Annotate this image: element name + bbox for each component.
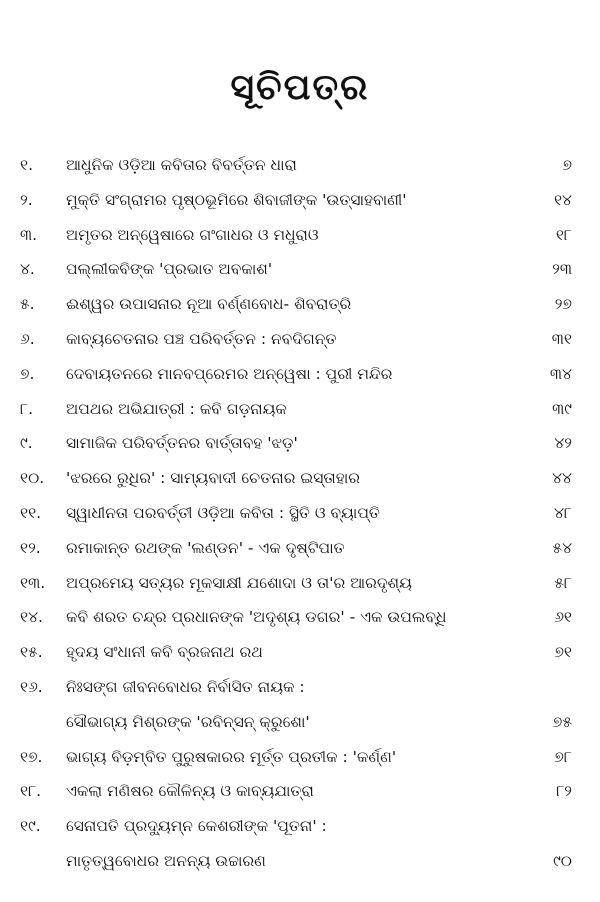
toc-entry-title: ରମାକାନ୍ତ ରଥଙ୍କ 'ଲଣ୍ଡନ' - ଏକ ଦୃଷ୍ଟିପାତ <box>66 538 345 557</box>
toc-entry-number: ୧୦. <box>20 469 45 488</box>
toc-entry-title: ଆଧୁନିକ ଓଡ଼ିଆ କବିତାର ବିବର୍ତ୍ତନ ଧାରା <box>66 156 297 174</box>
toc-entry-line <box>0 218 600 253</box>
toc-entry-number: ୧୫. <box>20 643 43 662</box>
toc-entry <box>0 252 600 287</box>
toc-entry <box>0 183 600 218</box>
toc-entry-page-number: ୫୪ <box>552 538 572 557</box>
toc-entry-line <box>0 531 600 566</box>
toc-entry-page-number: ୧୪ <box>553 190 572 209</box>
toc-entry-line <box>0 287 600 322</box>
toc-entry-number: ୧୭. <box>20 747 43 766</box>
toc-entry <box>0 670 600 740</box>
toc-entry-page-number: ୪୮ <box>553 503 572 522</box>
toc-entry-title: ଅମୃତର ଅନ୍ୱେଷାରେ ଗଂଗାଧର ଓ ମଧୁରାଓ <box>66 225 319 244</box>
toc-entry <box>0 148 600 183</box>
toc-entry-page-number: ୪୨ <box>554 434 572 453</box>
toc-entry <box>0 357 600 392</box>
toc-entry-title: ସେନାପତି ପ୍ରଦ୍ୟୁମ୍ନ କେଶରୀଙ୍କ 'ପୂତନା' : <box>66 817 327 836</box>
toc-entry-number: ୪. <box>20 260 35 279</box>
toc-entry-line <box>0 322 600 357</box>
toc-entry-title: ହୃଦୟ ସଂଧାନୀ କବି ବ୍ରଜନାଥ ରଥ <box>66 643 263 662</box>
toc-entry-line <box>0 392 600 427</box>
toc-entry-number: ୮. <box>20 399 34 418</box>
toc-entry-line <box>0 774 600 809</box>
toc-entry-line <box>0 496 600 531</box>
toc-entry-title: କବି ଶରତ ଚନ୍ଦ୍ର ପ୍ରଧାନଙ୍କ 'ଅଦୃଶ୍ୟ ଡଗର' - ଏକ ଉପଲବ୍ଧି <box>66 608 447 627</box>
toc-entry-line <box>0 461 600 496</box>
toc-entry-line <box>0 600 600 635</box>
toc-entry-page-number: ୩୧ <box>551 329 572 348</box>
toc-entry-title: ଈଶ୍ୱର ଉପାସନାର ନୂଆ ବର୍ଣ୍ଣବୋଧ- ଶିବରାତ୍ରି <box>66 295 352 314</box>
toc-entry-line <box>0 705 600 740</box>
toc-entry-line <box>0 844 600 879</box>
toc-entry-title: 'ଝରରେ ରୁଧିର' : ସାମ୍ୟବାଦୀ ଚେତନାର ଇସ୍ତାହାର <box>66 469 361 488</box>
toc-entry-page-number: ୭ <box>562 156 572 174</box>
toc-entry-page-number: ୭୫ <box>552 712 572 731</box>
toc-entry-title: ମୁକ୍ତି ସଂଗ୍ରାମର ପୃଷ୍ଠଭୂମିରେ ଶିବାଜୀଙ୍କ 'ଉତ୍ସାହବାଣୀ' <box>66 190 407 209</box>
toc-entry <box>0 774 600 809</box>
toc-entry-number: ୩. <box>20 225 38 244</box>
toc-entry-page-number: ୪୪ <box>552 469 572 488</box>
toc-entry <box>0 809 600 879</box>
toc-entry-title: କାବ୍ୟଚେତନାର ପଞ୍ଚ ପରିବର୍ତ୍ତନ : ନବଦିଗନ୍ତ <box>66 329 337 348</box>
toc-entry <box>0 600 600 635</box>
toc-entry-number: ୭. <box>20 364 35 383</box>
toc-entry-number: ୫. <box>20 295 35 314</box>
toc-entry <box>0 322 600 357</box>
toc-entry-page-number: ୯୦ <box>553 851 572 870</box>
toc-entry <box>0 461 600 496</box>
toc-entry-page-number: ୬୧ <box>554 608 572 627</box>
toc-entry-page-number: ୭୧ <box>554 643 572 662</box>
toc-entry <box>0 531 600 566</box>
toc-entry-title: ସାମାଜିକ ପରିବର୍ତ୍ତନର ବାର୍ତ୍ତାବହ 'ଝଡ଼' <box>66 434 298 453</box>
toc-entry-number: ୧୪. <box>20 608 43 627</box>
toc-entry-title: ଅପଥର ଅଭିଯାତ୍ରୀ : କବି ଗଡ଼ନାୟକ <box>66 399 287 418</box>
toc-entry-line <box>0 357 600 392</box>
toc-entry-number: ୨. <box>20 190 33 209</box>
toc-entry-page-number: ୮୨ <box>556 782 572 801</box>
toc-entry-line <box>0 670 600 705</box>
toc-entry-line <box>0 740 600 775</box>
toc-entry-line <box>0 148 600 183</box>
toc-entry <box>0 496 600 531</box>
toc-entry-number: ୧୬. <box>20 677 43 696</box>
toc-entry <box>0 218 600 253</box>
toc-entry-line <box>0 809 600 844</box>
toc-entry-title: ସ୍ୱାଧୀନତା ପରବର୍ତ୍ତୀ ଓଡ଼ିଆ କବିତା : ସ୍ଥିତି ଓ ବ୍ୟାପ୍ତି <box>66 503 380 522</box>
toc-entry-number: ୧୩. <box>20 573 46 592</box>
toc-entry-number: ୬. <box>20 329 35 348</box>
toc-entry-number: ୧୮. <box>20 782 42 801</box>
toc-entry-title: ନିଃସଙ୍ଗ ଜୀବନବୋଧର ନିର୍ବାସିତ ନାୟକ : <box>66 677 305 696</box>
toc-entry <box>0 426 600 461</box>
toc-entry-page-number: ୧୮ <box>555 225 572 244</box>
toc-entry-title: ଭାଗ୍ୟ ବିଡ଼ମ୍ବିତ ପୁରୁଷକାରର ମୂର୍ତ୍ତ ପ୍ରତୀକ : 'କର୍ଣ୍ଣ' <box>66 747 397 766</box>
toc-entry-line <box>0 566 600 601</box>
toc-entry-title: ଦେବାୟତନରେ ମାନବପ୍ରେମର ଅନ୍ୱେଷା : ପୁରୀ ମନ୍ଦିର <box>66 364 393 383</box>
toc-entry-line <box>0 183 600 218</box>
toc-entry-page-number: ୫୮ <box>554 573 572 592</box>
toc-entry-number: ୧୯. <box>20 817 41 836</box>
toc-entry-page-number: ୨୭ <box>554 295 572 314</box>
toc-entry <box>0 635 600 670</box>
toc-entry-line <box>0 252 600 287</box>
page-title: ସୂଚିପତ୍ର <box>230 67 370 108</box>
toc-entry-title: ମାତୃତ୍ୱବୋଧର ଅନନ୍ୟ ଉଚ୍ଚାରଣ <box>66 851 266 870</box>
toc-entry <box>0 287 600 322</box>
toc-entry-number: ୯. <box>20 434 33 453</box>
toc-entry <box>0 392 600 427</box>
toc-entry <box>0 740 600 775</box>
toc-entry-page-number: ୩୯ <box>552 399 572 418</box>
toc-entry-page-number: ୩୪ <box>549 364 572 383</box>
toc-entry-title: ଏକଲା ମଣିଷର କୌଳିନ୍ୟ ଓ କାବ୍ୟଯାତ୍ରା <box>66 782 314 801</box>
toc-entry-title: ପଲ୍ଲୀକବିଙ୍କ 'ପ୍ରଭାତ ଅବକାଶ' <box>66 260 273 279</box>
toc-entry-line <box>0 635 600 670</box>
toc-entry-title: ଅପ୍ରମେୟ ସତ୍ୟର ମୂକସାକ୍ଷୀ ଯଶୋଦା ଓ ତା'ର ଆରଦୃଶ୍ୟ <box>66 573 412 592</box>
toc-entry-page-number: ୭୮ <box>554 747 572 766</box>
toc-entry-page-number: ୨୩ <box>552 260 572 279</box>
table-of-contents <box>0 148 600 879</box>
toc-entry-line <box>0 426 600 461</box>
toc-entry-number: ୧୧. <box>20 503 42 522</box>
toc-entry <box>0 566 600 601</box>
toc-entry-number: ୧୨. <box>20 538 41 557</box>
toc-entry-title: ସୌଭାଗ୍ୟ ମିଶ୍ରଙ୍କ 'ରବିନ୍‌ସନ୍ କ୍ରୁଶୋ' <box>66 712 310 731</box>
toc-entry-number: ୧. <box>20 156 34 174</box>
